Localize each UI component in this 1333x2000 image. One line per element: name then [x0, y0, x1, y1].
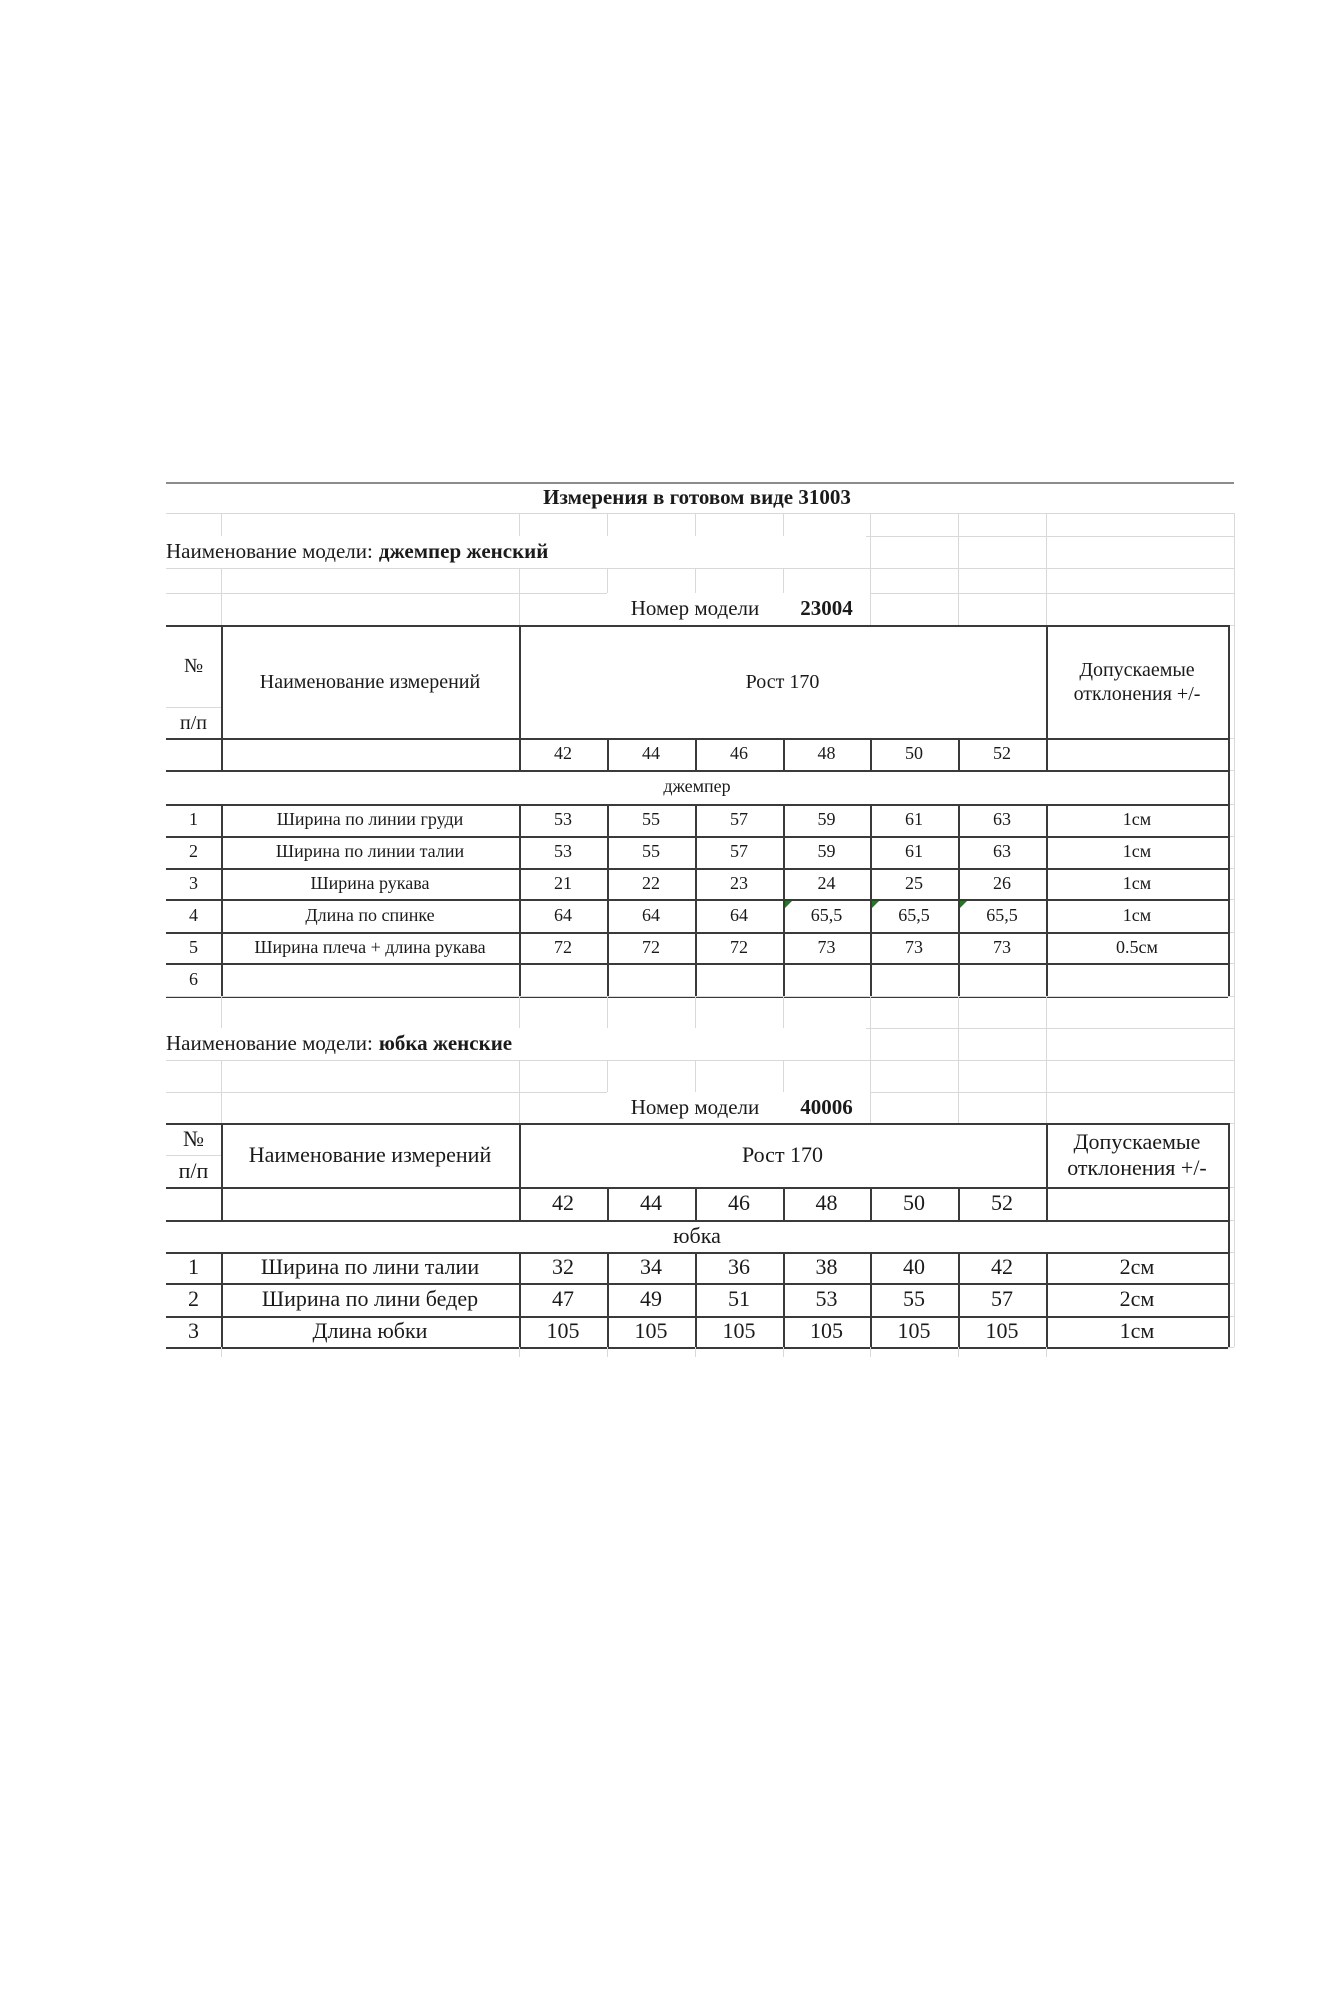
measurement-value[interactable] — [783, 963, 870, 996]
model-name-label: Наименование модели: — [166, 539, 373, 564]
row-gridline — [166, 568, 1234, 569]
column-gridline — [221, 1092, 222, 1123]
row-gridline — [166, 738, 1228, 740]
column-gridline — [870, 593, 871, 625]
column-gridline — [870, 1347, 871, 1357]
column-gridline — [607, 1347, 608, 1357]
column-gridline — [870, 1028, 871, 1060]
measurement-name: Ширина по лини бедер — [261, 1286, 479, 1312]
model-name-row — [166, 536, 866, 568]
measurement-value[interactable]: 38 — [815, 1254, 838, 1280]
row-gridline — [166, 1316, 1228, 1318]
column-gridline — [1046, 536, 1047, 568]
row-number: 6 — [189, 968, 198, 989]
column-gridline — [1228, 1123, 1230, 1347]
measurement-name: Ширина плеча + длина рукава — [254, 936, 486, 957]
size-column-header: 46 — [730, 743, 748, 764]
header-tolerance-line: отклонения +/- — [1073, 682, 1201, 705]
row-number: 3 — [189, 872, 198, 893]
measurement-value[interactable]: 73 — [905, 936, 923, 957]
comment-marker-icon — [960, 900, 968, 908]
header-num-label: № — [183, 655, 204, 677]
row-number: 1 — [189, 809, 198, 830]
measurement-value[interactable]: 36 — [728, 1254, 750, 1280]
measurement-value[interactable]: 25 — [905, 872, 923, 893]
column-gridline — [695, 1347, 696, 1357]
column-gridline — [958, 1347, 959, 1357]
column-gridline — [519, 513, 520, 536]
column-gridline — [519, 568, 520, 593]
row-number: 2 — [189, 841, 198, 862]
comment-marker-icon — [785, 900, 793, 908]
column-gridline — [958, 996, 959, 1028]
row-gridline — [166, 836, 1228, 838]
column-gridline — [1046, 996, 1047, 1028]
measurement-value[interactable] — [695, 963, 783, 996]
column-gridline — [519, 1252, 521, 1347]
column-gridline — [783, 568, 784, 593]
measurement-name: Ширина рукава — [310, 872, 430, 893]
column-gridline — [870, 804, 872, 996]
row-number: 4 — [189, 904, 198, 925]
tolerance-value: 1см — [1122, 872, 1152, 893]
column-gridline — [695, 513, 696, 536]
column-gridline — [958, 1028, 959, 1060]
size-column-header: 52 — [993, 743, 1011, 764]
column-gridline — [519, 1123, 521, 1220]
measurement-value[interactable]: 72 — [554, 936, 572, 957]
measurement-value[interactable] — [607, 963, 695, 996]
row-gridline — [166, 804, 1228, 806]
measurement-value[interactable]: 65,5 — [898, 904, 930, 925]
column-gridline — [519, 996, 520, 1028]
column-gridline — [870, 1092, 871, 1123]
column-gridline — [1046, 1252, 1048, 1347]
measurement-value[interactable]: 64 — [642, 904, 660, 925]
column-gridline — [607, 804, 609, 996]
model-name-value: джемпер женский — [378, 539, 549, 564]
size-column-header: 42 — [552, 1190, 574, 1216]
tolerance-value: 1см — [1122, 841, 1152, 862]
measurement-name: Длина юбки — [312, 1318, 428, 1344]
model-number-value: 23004 — [783, 593, 870, 625]
size-column-header: 46 — [728, 1190, 750, 1216]
column-gridline — [221, 1252, 223, 1347]
row-gridline — [166, 1123, 1228, 1125]
measurement-value[interactable] — [870, 963, 958, 996]
measurement-value[interactable]: 32 — [552, 1254, 574, 1280]
measurement-value[interactable]: 61 — [905, 841, 923, 862]
column-gridline — [783, 1060, 784, 1092]
measurement-value[interactable]: 24 — [817, 872, 836, 893]
column-gridline — [1234, 625, 1235, 996]
column-gridline — [958, 804, 960, 996]
column-gridline — [958, 738, 960, 770]
column-gridline — [870, 568, 871, 593]
column-gridline — [1234, 1123, 1235, 1347]
measurement-value[interactable]: 23 — [730, 872, 748, 893]
header-measure-name: Наименование измерений — [259, 670, 481, 693]
measurement-value[interactable]: 105 — [985, 1318, 1019, 1344]
measurement-value[interactable]: 42 — [991, 1254, 1013, 1280]
size-column-header: 42 — [554, 743, 572, 764]
measurement-value[interactable]: 49 — [640, 1286, 662, 1312]
measurement-value[interactable]: 64 — [554, 904, 572, 925]
header-pp-label: п/п — [178, 1157, 209, 1183]
measurement-name: Ширина по линии талии — [275, 841, 465, 862]
column-gridline — [958, 1092, 959, 1123]
measurement-value[interactable]: 72 — [642, 936, 660, 957]
size-column-header: 50 — [905, 743, 923, 764]
tolerance-value: 2см — [1119, 1254, 1155, 1280]
column-gridline — [221, 1123, 223, 1220]
model-name-label: Наименование модели: — [166, 1031, 373, 1056]
comment-marker-icon — [872, 900, 880, 908]
row-gridline — [166, 996, 1234, 997]
column-gridline — [221, 1060, 222, 1092]
row-gridline — [166, 1252, 1228, 1254]
column-gridline — [1046, 625, 1048, 770]
column-gridline — [783, 804, 785, 996]
row-gridline — [166, 707, 221, 708]
column-gridline — [783, 1252, 785, 1347]
column-gridline — [519, 593, 520, 625]
measurement-value[interactable]: 105 — [546, 1318, 580, 1344]
column-gridline — [1234, 568, 1235, 593]
column-gridline — [958, 536, 959, 568]
tolerance-value: 1см — [1122, 809, 1152, 830]
row-gridline — [166, 899, 1228, 901]
header-tolerance-line: Допускаемые — [1073, 1128, 1201, 1154]
size-column-header: 52 — [991, 1190, 1013, 1216]
tolerance-value: 2см — [1119, 1286, 1155, 1312]
column-gridline — [607, 568, 608, 593]
measurement-value[interactable]: 65,5 — [810, 904, 843, 925]
row-number: 2 — [188, 1286, 199, 1312]
column-gridline — [607, 1187, 609, 1220]
column-gridline — [221, 625, 223, 770]
column-gridline — [783, 1187, 785, 1220]
column-gridline — [1228, 625, 1230, 996]
column-gridline — [221, 513, 222, 536]
measurement-value[interactable] — [958, 963, 1046, 996]
measurement-value[interactable]: 59 — [817, 809, 836, 830]
column-gridline — [1234, 593, 1235, 625]
measurement-name: Ширина по линии груди — [276, 809, 464, 830]
model-name-row — [166, 1028, 866, 1060]
column-gridline — [1046, 1028, 1047, 1060]
column-gridline — [870, 513, 871, 536]
measurement-value[interactable]: 105 — [634, 1318, 668, 1344]
column-gridline — [958, 593, 959, 625]
column-gridline — [1046, 593, 1047, 625]
measurement-name — [221, 963, 519, 996]
column-gridline — [870, 1187, 872, 1220]
measurement-value[interactable]: 53 — [554, 809, 572, 830]
column-gridline — [607, 513, 608, 536]
column-gridline — [783, 738, 785, 770]
measurement-name: Длина по спинке — [305, 904, 435, 925]
header-height: Рост 170 — [745, 670, 820, 693]
header-tolerance-line: Допускаемые — [1079, 658, 1195, 681]
column-gridline — [958, 513, 959, 536]
column-gridline — [1234, 996, 1235, 1028]
column-gridline — [695, 738, 697, 770]
column-gridline — [695, 804, 697, 996]
column-gridline — [695, 1187, 697, 1220]
column-gridline — [958, 1187, 960, 1220]
measurement-value[interactable]: 55 — [642, 841, 660, 862]
measurement-value[interactable]: 63 — [993, 841, 1011, 862]
measurement-value[interactable]: 61 — [905, 809, 923, 830]
row-gridline — [166, 868, 1228, 870]
tolerance-value: 0.5см — [1116, 936, 1158, 957]
column-gridline — [607, 996, 608, 1028]
column-gridline — [1046, 1092, 1047, 1123]
measurement-value[interactable]: 59 — [817, 841, 836, 862]
measurement-value[interactable]: 34 — [640, 1254, 662, 1280]
column-gridline — [958, 568, 959, 593]
measurement-value[interactable]: 26 — [993, 872, 1011, 893]
column-gridline — [519, 1060, 520, 1092]
column-gridline — [695, 996, 696, 1028]
row-gridline — [166, 932, 1228, 934]
row-number: 5 — [189, 936, 198, 957]
row-gridline — [166, 1347, 1228, 1349]
column-gridline — [221, 1347, 222, 1357]
size-column-header: 44 — [642, 743, 660, 764]
measurement-value[interactable]: 64 — [730, 904, 748, 925]
sheet-title[interactable]: Измерения в готовом виде 31003 — [543, 484, 851, 509]
row-gridline — [166, 770, 1228, 772]
column-gridline — [783, 996, 784, 1028]
row-gridline — [166, 1155, 221, 1156]
column-gridline — [607, 738, 609, 770]
model-number-value: 40006 — [783, 1092, 870, 1123]
measurement-value[interactable]: 55 — [642, 809, 660, 830]
measurement-value[interactable]: 65,5 — [986, 904, 1018, 925]
measurement-value[interactable] — [519, 963, 607, 996]
tolerance-value: 1см — [1119, 1318, 1155, 1344]
column-gridline — [1234, 1092, 1235, 1123]
header-measure-name: Наименование измерений — [248, 1141, 492, 1167]
measurement-value[interactable]: 40 — [903, 1254, 925, 1280]
model-number-label: Номер модели — [607, 1092, 783, 1123]
measurement-value[interactable]: 73 — [817, 936, 836, 957]
header-tolerance-line: отклонения +/- — [1067, 1155, 1207, 1180]
measurement-value[interactable]: 105 — [810, 1318, 843, 1344]
column-gridline — [1046, 1123, 1048, 1220]
column-gridline — [519, 1092, 520, 1123]
header-num-label: № — [183, 1125, 204, 1151]
column-gridline — [870, 738, 872, 770]
measurement-value[interactable]: 21 — [554, 872, 572, 893]
size-column-header: 50 — [903, 1190, 925, 1216]
column-gridline — [695, 1252, 697, 1347]
column-gridline — [695, 568, 696, 593]
column-gridline — [1046, 1060, 1047, 1092]
measurement-value[interactable]: 72 — [730, 936, 748, 957]
section-label: джемпер — [663, 776, 731, 797]
column-gridline — [1234, 513, 1235, 536]
model-name-value: юбка женские — [378, 1031, 513, 1056]
column-gridline — [221, 568, 222, 593]
row-number: 3 — [188, 1318, 199, 1344]
row-gridline — [166, 963, 1228, 965]
model-number-label: Номер модели — [607, 593, 783, 625]
column-gridline — [870, 996, 871, 1028]
column-gridline — [958, 1060, 959, 1092]
column-gridline — [607, 1060, 608, 1092]
row-gridline — [166, 1060, 1234, 1061]
measurement-name: Ширина по лини талии — [260, 1254, 480, 1280]
column-gridline — [1046, 568, 1047, 593]
column-gridline — [221, 996, 222, 1028]
row-gridline — [166, 1187, 1228, 1189]
column-gridline — [1234, 1028, 1235, 1060]
column-gridline — [1046, 513, 1047, 536]
column-gridline — [870, 1060, 871, 1092]
measurement-value[interactable]: 47 — [552, 1286, 574, 1312]
column-gridline — [221, 593, 222, 625]
tolerance-value: 1см — [1122, 904, 1152, 925]
column-gridline — [607, 1252, 609, 1347]
header-pp-label: п/п — [180, 711, 207, 734]
column-gridline — [695, 1060, 696, 1092]
measurement-value[interactable]: 57 — [991, 1286, 1013, 1312]
row-gridline — [166, 513, 1234, 514]
measurement-value[interactable]: 53 — [815, 1286, 838, 1312]
row-gridline — [166, 625, 1228, 627]
column-gridline — [519, 1347, 520, 1357]
section-label: юбка — [673, 1222, 721, 1248]
column-gridline — [783, 513, 784, 536]
column-gridline — [1234, 536, 1235, 568]
row-number: 1 — [188, 1254, 199, 1280]
column-gridline — [870, 536, 871, 568]
size-column-header: 44 — [640, 1190, 662, 1216]
row-gridline — [166, 1283, 1228, 1285]
header-tolerance — [1046, 1123, 1228, 1187]
column-gridline — [1046, 804, 1048, 996]
header-tolerance — [1046, 625, 1228, 738]
measurement-value[interactable]: 73 — [993, 936, 1011, 957]
measurement-value[interactable]: 53 — [554, 841, 572, 862]
measurement-value[interactable]: 51 — [728, 1286, 750, 1312]
column-gridline — [221, 804, 223, 996]
measurement-value[interactable]: 105 — [897, 1318, 931, 1344]
size-column-header: 48 — [817, 743, 836, 764]
header-height: Рост 170 — [741, 1141, 824, 1167]
row-gridline — [1228, 1347, 1234, 1348]
tolerance-value — [1046, 963, 1228, 996]
column-gridline — [519, 625, 521, 770]
column-gridline — [1046, 1347, 1047, 1357]
column-gridline — [1234, 1060, 1235, 1092]
size-column-header: 48 — [815, 1190, 838, 1216]
measurement-value[interactable]: 22 — [642, 872, 660, 893]
measurement-value[interactable]: 57 — [730, 809, 748, 830]
column-gridline — [958, 1252, 960, 1347]
column-gridline — [783, 1347, 784, 1357]
column-gridline — [519, 804, 521, 996]
measurement-value[interactable]: 57 — [730, 841, 748, 862]
measurement-value[interactable]: 63 — [993, 809, 1011, 830]
measurement-value[interactable]: 105 — [722, 1318, 756, 1344]
row-gridline — [166, 1220, 1228, 1222]
column-gridline — [870, 1252, 872, 1347]
measurement-value[interactable]: 55 — [903, 1286, 925, 1312]
